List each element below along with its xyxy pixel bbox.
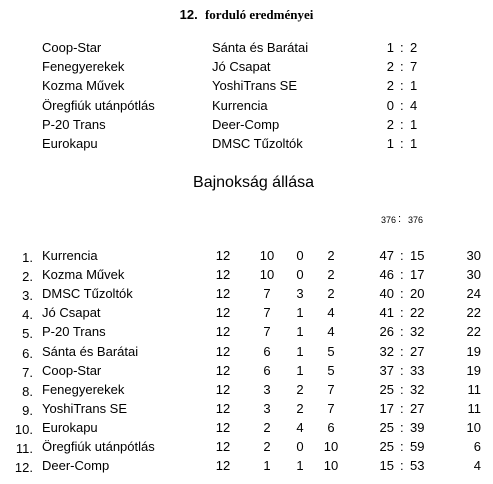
- standing-played: 12: [215, 400, 231, 416]
- standing-lost: 4: [327, 324, 335, 340]
- match-home-team: Coop-Star: [42, 40, 102, 55]
- standing-goals-for: 40: [379, 286, 394, 302]
- standing-lost: 10: [323, 458, 339, 474]
- match-away-team: Sánta és Barátai: [212, 40, 309, 55]
- standing-played: 12: [215, 381, 231, 397]
- standing-lost: 10: [323, 439, 339, 454]
- match-away-goals: 7: [410, 59, 418, 75]
- match-away-goals: 1: [410, 136, 418, 151]
- standing-played: 12: [215, 362, 231, 378]
- standing-team: Sánta és Barátai: [42, 343, 139, 359]
- match-home-goals: 1: [386, 136, 394, 151]
- standing-team: Kurrencia: [42, 248, 98, 263]
- standing-goals-against: 53: [410, 458, 425, 474]
- standing-position: 11.: [15, 441, 33, 456]
- standing-points: 11: [467, 381, 481, 397]
- round-title: [0, 7, 493, 23]
- standing-position: 5.: [22, 326, 33, 342]
- standing-goals-against: 32: [410, 381, 425, 397]
- total-goals-separator: :: [398, 213, 402, 225]
- standing-goals-against: 27: [410, 400, 425, 416]
- match-home-goals: 2: [386, 116, 394, 132]
- standing-points: 19: [466, 362, 481, 378]
- standing-drawn: 3: [296, 286, 304, 302]
- standing-points: 6: [473, 439, 481, 454]
- goals-separator: :: [400, 400, 404, 416]
- goals-separator: :: [400, 324, 404, 340]
- standing-goals-against: 32: [410, 324, 425, 340]
- standing-position: 6.: [22, 345, 33, 361]
- match-away-team: Jó Csapat: [212, 59, 271, 75]
- standing-goals-for: 25: [379, 439, 394, 454]
- standing-team: Eurokapu: [42, 419, 98, 435]
- standing-team: Coop-Star: [42, 362, 102, 378]
- standing-points: 19: [466, 343, 481, 359]
- standing-team: Deer-Comp: [42, 458, 110, 474]
- standing-played: 12: [215, 286, 231, 302]
- match-home-team: P-20 Trans: [42, 116, 106, 132]
- match-away-team: Deer-Comp: [212, 116, 280, 132]
- standing-lost: 6: [327, 419, 335, 435]
- round-label: forduló eredményei: [204, 7, 314, 22]
- standing-drawn: 0: [296, 267, 304, 283]
- standing-position: 3.: [22, 288, 33, 304]
- standing-played: 12: [215, 305, 231, 321]
- standing-goals-for: 25: [379, 381, 394, 397]
- standing-drawn: 0: [296, 248, 304, 263]
- standing-lost: 7: [327, 381, 335, 397]
- standing-team: YoshiTrans SE: [42, 400, 128, 416]
- match-home-goals: 1: [386, 40, 394, 55]
- standing-points: 22: [466, 305, 481, 321]
- match-home-team: Fenegyerekek: [42, 59, 125, 75]
- standing-drawn: 1: [296, 362, 304, 378]
- match-away-team: YoshiTrans SE: [212, 78, 298, 94]
- score-separator: :: [400, 97, 404, 113]
- goals-separator: :: [400, 286, 404, 302]
- standing-lost: 5: [327, 343, 335, 359]
- score-separator: :: [400, 136, 404, 151]
- match-away-team: Kurrencia: [212, 97, 268, 113]
- score-separator: :: [400, 78, 404, 94]
- score-separator: :: [400, 59, 404, 75]
- standing-lost: 2: [327, 267, 335, 283]
- standing-team: DMSC Tűzoltók: [42, 286, 133, 302]
- match-away-goals: 1: [410, 116, 418, 132]
- standing-lost: 2: [327, 286, 335, 302]
- match-home-team: Eurokapu: [42, 136, 98, 151]
- standing-played: 12: [215, 324, 231, 340]
- standing-points: 4: [473, 458, 481, 474]
- standing-goals-for: 37: [379, 362, 394, 378]
- standing-position: 9.: [22, 402, 33, 418]
- match-away-goals: 2: [410, 40, 418, 55]
- standing-points: 30: [466, 267, 481, 283]
- goals-separator: :: [400, 362, 404, 378]
- standing-drawn: 1: [296, 305, 304, 321]
- total-goals-scored: 376: [380, 215, 396, 225]
- standing-goals-against: 15: [410, 248, 425, 263]
- standing-team: Kozma Művek: [42, 267, 125, 283]
- goals-separator: :: [400, 267, 404, 283]
- match-home-goals: 2: [386, 78, 394, 94]
- standing-won: 1: [263, 458, 271, 474]
- standing-won: 10: [259, 248, 275, 263]
- score-separator: :: [400, 40, 404, 55]
- standing-won: 3: [263, 400, 271, 416]
- standing-team: Fenegyerekek: [42, 381, 125, 397]
- standing-goals-against: 59: [410, 439, 425, 454]
- standing-won: 3: [263, 381, 271, 397]
- standing-position: 4.: [22, 307, 33, 323]
- standing-lost: 7: [327, 400, 335, 416]
- standing-points: 22: [466, 324, 481, 340]
- match-away-goals: 4: [410, 97, 418, 113]
- standing-played: 12: [215, 458, 231, 474]
- score-separator: :: [400, 116, 404, 132]
- match-home-goals: 0: [386, 97, 394, 113]
- goals-separator: :: [400, 381, 404, 397]
- standing-points: 30: [466, 248, 481, 263]
- standing-drawn: 1: [296, 324, 304, 340]
- standing-lost: 4: [327, 305, 335, 321]
- standing-goals-against: 20: [410, 286, 425, 302]
- standing-played: 12: [215, 343, 231, 359]
- standing-goals-against: 39: [410, 419, 425, 435]
- standing-position: 10.: [14, 421, 33, 437]
- goals-separator: :: [400, 419, 404, 435]
- match-away-team: DMSC Tűzoltók: [212, 136, 303, 151]
- standing-team: P-20 Trans: [42, 324, 106, 340]
- standing-lost: 2: [327, 248, 335, 263]
- standing-goals-for: 47: [379, 248, 394, 263]
- goals-separator: :: [400, 305, 404, 321]
- match-home-goals: 2: [386, 59, 394, 75]
- match-home-team: Kozma Művek: [42, 78, 125, 94]
- standing-played: 12: [215, 267, 231, 283]
- standing-position: 2.: [22, 269, 33, 285]
- standing-goals-for: 25: [379, 419, 394, 435]
- standing-played: 12: [215, 439, 231, 454]
- standing-goals-against: 33: [410, 362, 425, 378]
- standing-goals-against: 27: [410, 343, 425, 359]
- standing-won: 6: [263, 362, 271, 378]
- standing-drawn: 2: [296, 381, 304, 397]
- standing-goals-for: 41: [379, 305, 394, 321]
- match-away-goals: 1: [410, 78, 418, 94]
- standing-position: 8.: [22, 383, 33, 399]
- standing-goals-for: 15: [379, 458, 394, 474]
- standing-lost: 5: [327, 362, 335, 378]
- standing-team: Jó Csapat: [42, 305, 101, 321]
- standing-drawn: 0: [296, 439, 304, 454]
- standing-drawn: 1: [296, 343, 304, 359]
- standing-goals-for: 32: [379, 343, 394, 359]
- round-number: 12.: [179, 7, 198, 22]
- standing-points: 10: [466, 419, 481, 435]
- standing-played: 12: [215, 248, 231, 263]
- standing-drawn: 1: [296, 458, 304, 474]
- standing-drawn: 4: [296, 419, 304, 435]
- standing-goals-against: 22: [410, 305, 425, 321]
- standing-goals-for: 46: [379, 267, 394, 283]
- goals-separator: :: [400, 458, 404, 474]
- standings-title: Bajnokság állása: [193, 174, 314, 191]
- goals-separator: :: [400, 343, 404, 359]
- standing-goals-against: 17: [410, 267, 425, 283]
- standing-goals-for: 17: [379, 400, 394, 416]
- standing-position: 12.: [14, 460, 33, 476]
- standing-drawn: 2: [296, 400, 304, 416]
- standing-won: 2: [263, 419, 271, 435]
- standing-points: 11: [467, 400, 481, 416]
- standing-position: 1.: [22, 250, 33, 265]
- standing-won: 7: [263, 305, 271, 321]
- standing-position: 7.: [22, 364, 33, 380]
- total-goals-conceded: 376: [408, 215, 424, 225]
- standing-won: 2: [263, 439, 271, 454]
- match-home-team: Öregfiúk utánpótlás: [42, 97, 155, 113]
- standing-played: 12: [215, 419, 231, 435]
- standing-team: Öregfiúk utánpótlás: [42, 439, 155, 454]
- goals-separator: :: [400, 439, 404, 454]
- standing-points: 24: [466, 286, 481, 302]
- standing-won: 6: [263, 343, 271, 359]
- standing-won: 7: [263, 324, 271, 340]
- goals-separator: :: [400, 248, 404, 263]
- standing-won: 7: [263, 286, 271, 302]
- standing-goals-for: 26: [379, 324, 394, 340]
- standing-won: 10: [259, 267, 275, 283]
